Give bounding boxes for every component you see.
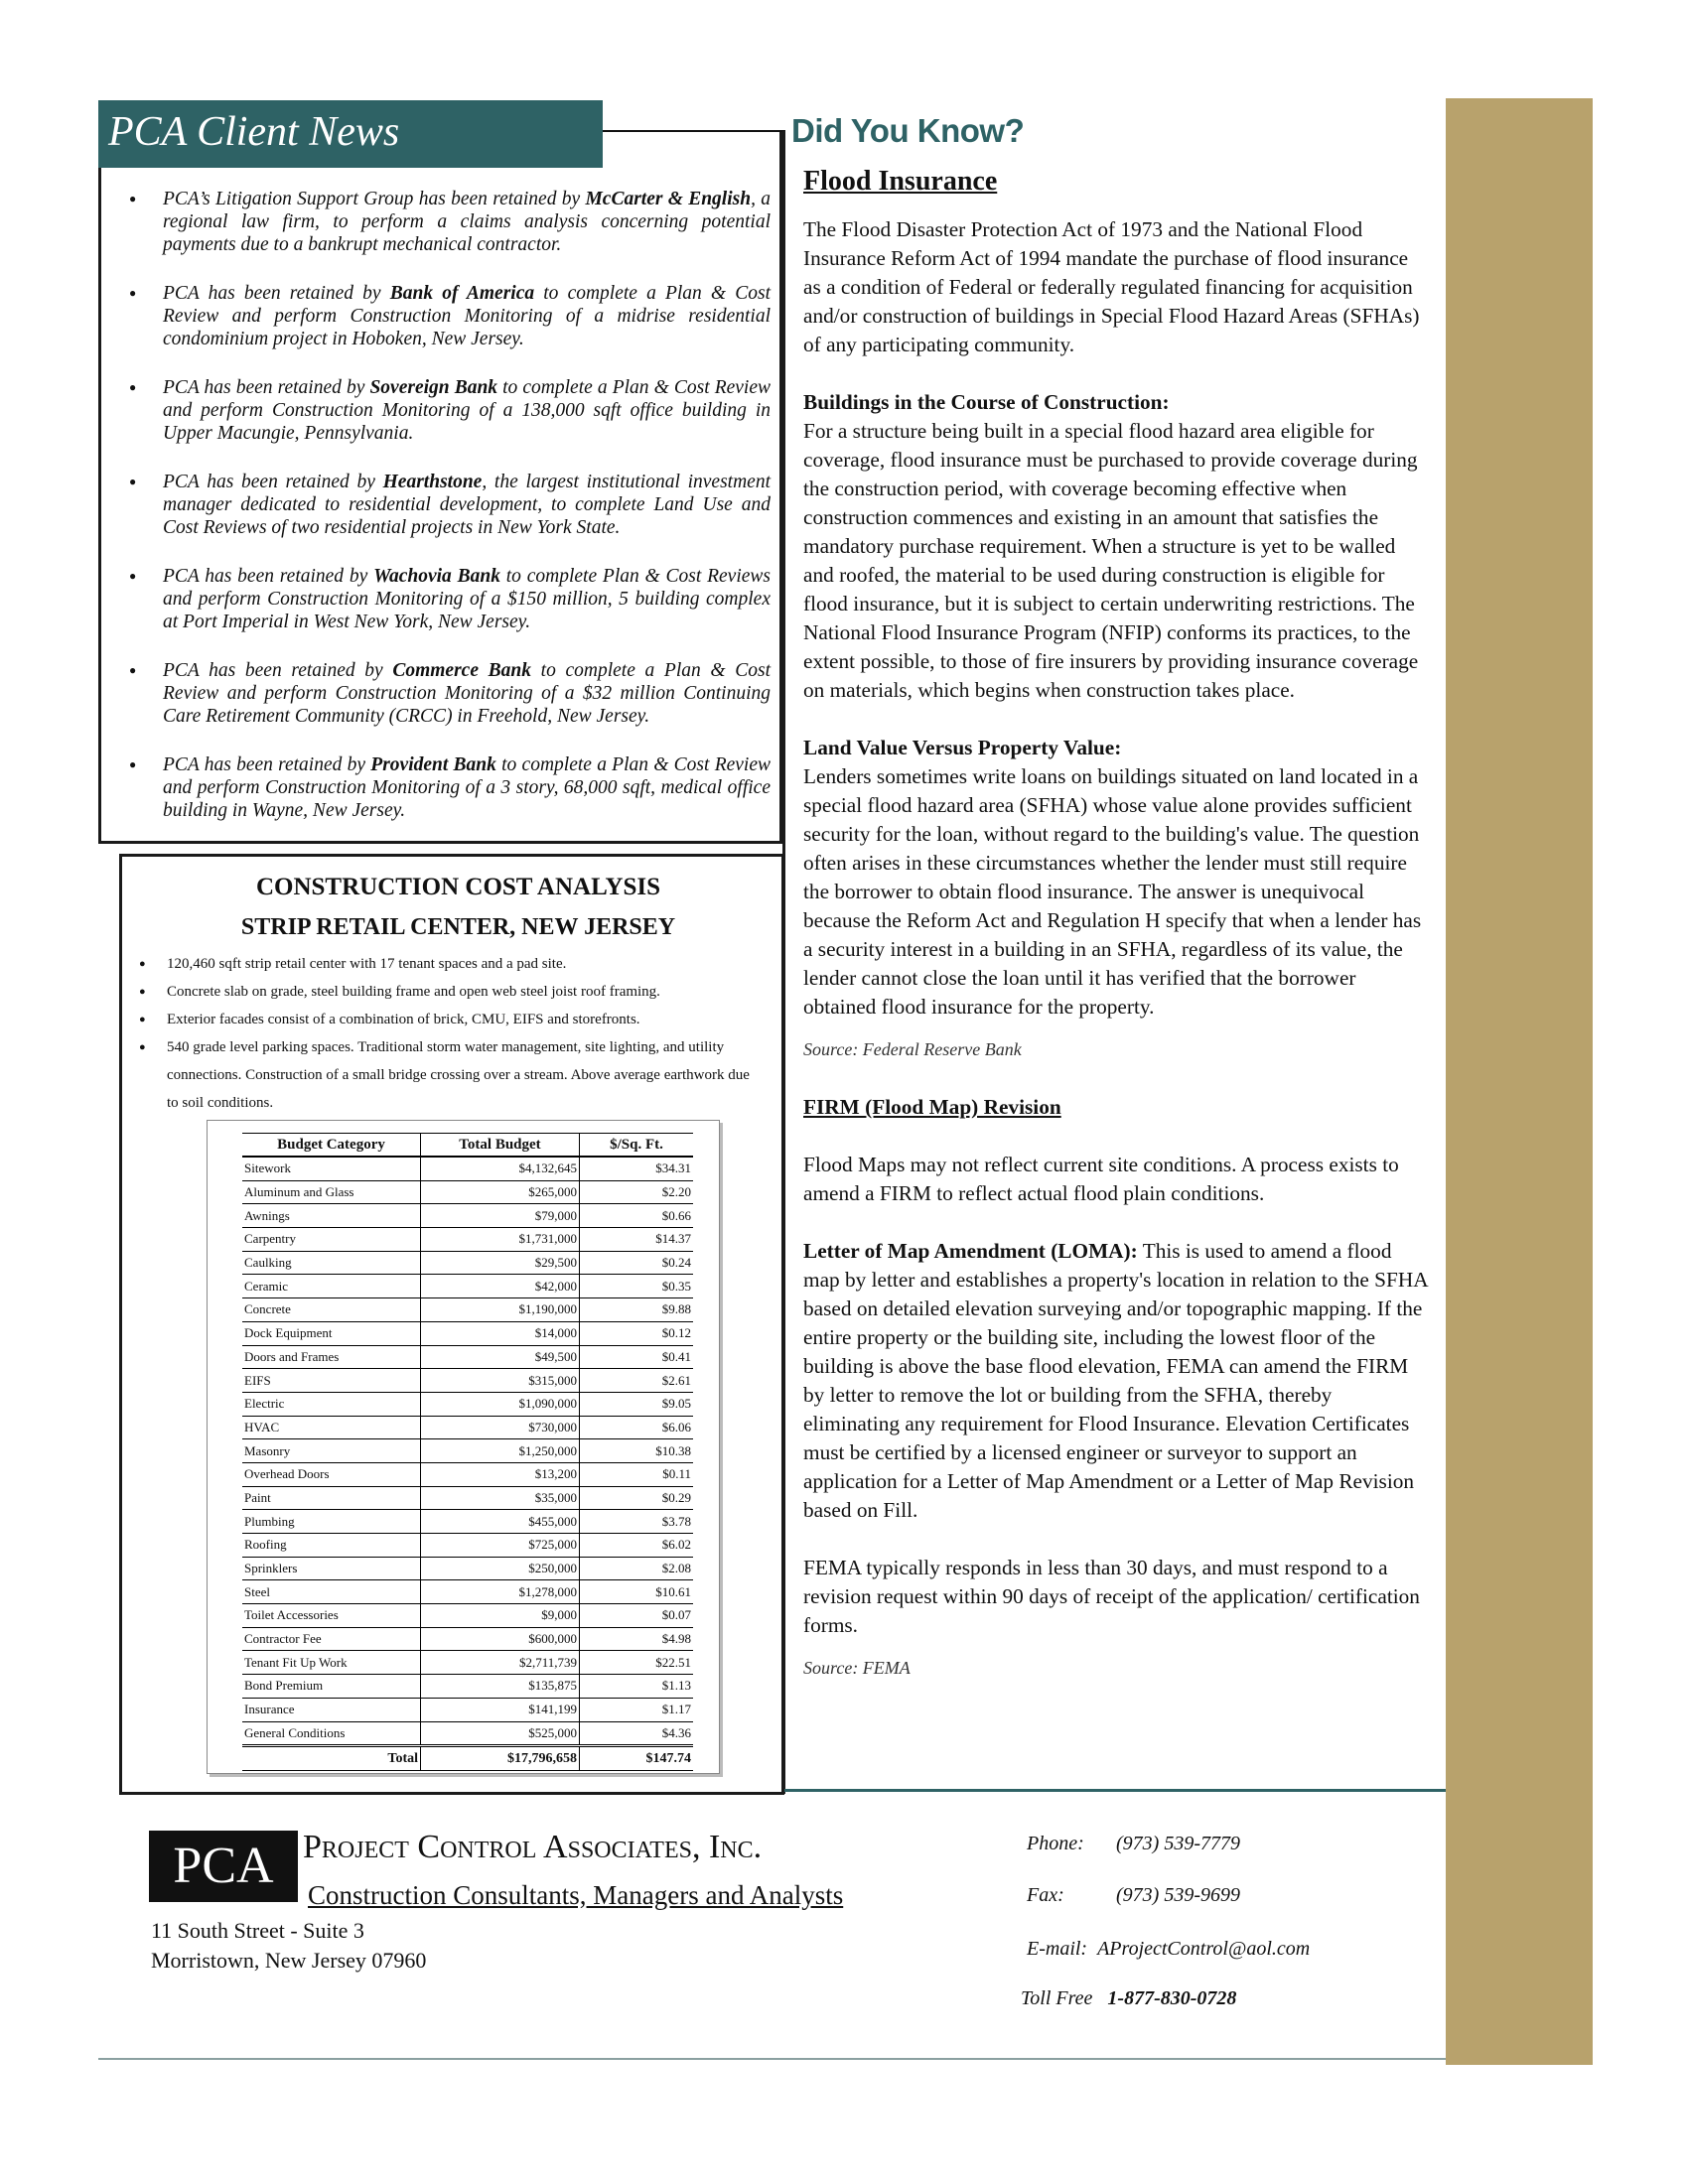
company-name: Project Control Associates, Inc. [303,1829,763,1865]
loma-paragraph [803,1237,1431,1525]
cell-total-budget: $79,000 [421,1204,580,1228]
client-name: Wachovia Bank [373,566,500,587]
article-title: Flood Insurance [803,166,998,197]
client-news-header [98,100,603,168]
firm-revision-heading: FIRM (Flood Map) Revision [803,1095,1061,1119]
budget-table-header [242,1134,693,1158]
table-row [242,1416,693,1439]
cell-category: Electric [242,1392,421,1416]
cell-total-budget: $315,000 [421,1369,580,1393]
phone-label: Phone: [1027,1833,1084,1854]
total-budget: $17,796,658 [421,1746,580,1771]
source-federal-reserve: Source: Federal Reserve Bank [803,1039,1022,1059]
cell-total-budget: $141,199 [421,1698,580,1721]
cell-category: Aluminum and Glass [242,1180,421,1204]
cell-category: Plumbing [242,1510,421,1534]
cell-total-budget: $265,000 [421,1180,580,1204]
bottom-divider [98,2058,1446,2060]
cell-per-sqft: $1.13 [580,1675,694,1699]
phone-value: (973) 539-7779 [1116,1833,1240,1854]
cell-per-sqft: $4.36 [580,1721,694,1746]
cell-per-sqft: $2.20 [580,1180,694,1204]
cell-category: Doors and Frames [242,1345,421,1369]
email-value[interactable]: AProjectControl@aol.com [1097,1938,1311,1960]
cell-per-sqft: $0.11 [580,1462,694,1486]
table-row [242,1462,693,1486]
table-row [242,1557,693,1580]
news-item: ● PCA’s Litigation Support Group has been retained by McCarter & English, a regional law firm, to perform a claims analysis concerning potential payments due to a bankrupt mechanical contractor. [129,188,771,256]
cell-total-budget: $13,200 [421,1462,580,1486]
col-header-category: Budget Category [242,1134,421,1158]
cell-per-sqft: $0.41 [580,1345,694,1369]
table-row [242,1298,693,1322]
fax-label: Fax: [1027,1884,1064,1906]
news-item: ● PCA has been retained by Provident Bank to complete a Plan & Cost Review and perform Construction Monitoring of a 3 story, 68,000 sqft, medical office building in Wayne, New Jersey. [129,753,771,822]
source-fema: Source: FEMA [803,1658,911,1678]
cell-category: Paint [242,1486,421,1510]
column-divider [782,131,785,1794]
cell-per-sqft: $9.88 [580,1298,694,1322]
table-row [242,1251,693,1275]
news-item: ● PCA has been retained by Hearthstone, the largest institutional investment manager dedicated to residential development, to complete Land Use and Cost Reviews of two residential projects in New York State. [129,471,771,539]
cell-category: Steel [242,1580,421,1604]
cell-per-sqft: $6.02 [580,1534,694,1558]
budget-table [242,1133,693,1771]
land-value-paragraph: Lenders sometimes write loans on buildings situated on land located in a special flood hazard area (SFHA) whose value alone provides sufficient security for the loan, without regard to the building's value. The question often arises in these circumstances whether the lender must still require the borrower to obtain flood insurance. The answer is unequivocal because the Reform Act and Regulation H specify that when a lender has a security interest in a building in an SFHA, regardless of its value, the lender cannot close the loan until it has verified that the borrower obtained flood insurance for the property. [803,764,1422,1019]
cell-per-sqft: $9.05 [580,1392,694,1416]
table-row [242,1580,693,1604]
pca-logo: PCA [149,1831,298,1902]
cell-category: Sprinklers [242,1557,421,1580]
loma-text: This is used to amend a flood map by letter and establishes a property's location in relation to the SFHA based on detailed elevation surveying and/or topographic mapping. If the entire property or the building site, including the lowest floor of the building is above the base flood elevation, FEMA can amend the FIRM by letter to remove the lot or building from the SFHA, thereby eliminating any requirement for Flood Insurance. Elevation Certificates must be certified by a licensed engineer or surveyor to support an application for a Letter of Map Amendment or a Letter of Map Revision based on Fill. [803,1239,1428,1522]
cost-bullet: ● Concrete slab on grade, steel building frame and open web steel joist roof framing. [139,978,760,1006]
cost-analysis-bullets [139,950,760,1117]
table-row [242,1392,693,1416]
cell-total-budget: $725,000 [421,1534,580,1558]
table-row [242,1157,693,1180]
client-name: Hearthstone [382,472,483,492]
cell-total-budget: $42,000 [421,1275,580,1298]
cell-per-sqft: $2.61 [580,1369,694,1393]
address-line-1: 11 South Street - Suite 3 [151,1918,364,1943]
cell-category: Contractor Fee [242,1627,421,1651]
cost-analysis-subtitle: STRIP RETAIL CENTER, NEW JERSEY [240,914,676,940]
table-row [242,1604,693,1628]
company-tagline: Construction Consultants, Managers and Analysts [308,1880,844,1910]
cell-per-sqft: $10.38 [580,1439,694,1463]
cell-per-sqft: $0.29 [580,1486,694,1510]
client-name: Provident Bank [370,754,496,775]
col-header-total: Total Budget [421,1134,580,1158]
cell-total-budget: $49,500 [421,1345,580,1369]
table-row [242,1510,693,1534]
cost-bullet: ● Exterior facades consist of a combination of brick, CMU, EIFS and storefronts. [139,1006,760,1033]
cell-per-sqft: $10.61 [580,1580,694,1604]
client-news-title: PCA Client News [108,109,400,155]
cell-category: HVAC [242,1416,421,1439]
client-name: Commerce Bank [392,660,531,681]
cell-category: Roofing [242,1534,421,1558]
cell-total-budget: $1,731,000 [421,1228,580,1252]
client-name: McCarter & English [585,189,752,209]
table-row [242,1204,693,1228]
cell-total-budget: $35,000 [421,1486,580,1510]
gold-side-bar [1446,98,1593,2065]
cell-category: General Conditions [242,1721,421,1746]
client-news-list [129,188,771,848]
cell-per-sqft: $0.12 [580,1321,694,1345]
cell-total-budget: $1,190,000 [421,1298,580,1322]
table-total-row [242,1746,693,1771]
fema-paragraph: FEMA typically responds in less than 30 days, and must respond to a revision request within 90 days of receipt of the application/ certification forms. [803,1556,1420,1637]
news-item: ● PCA has been retained by Commerce Bank to complete a Plan & Cost Review and perform Construction Monitoring of a $32 million Continuing Care Retirement Community (CRCC) in Freehold, New Jersey. [129,659,771,728]
news-item: ● PCA has been retained by Wachovia Bank to complete Plan & Cost Reviews and perform Construction Monitoring of a $150 million, 5 building complex at Port Imperial in West New York, New Jersey. [129,565,771,633]
flood-insurance-article [803,167,1431,1683]
cell-per-sqft: $14.37 [580,1228,694,1252]
total-per-sqft: $147.74 [580,1746,694,1771]
cell-category: Masonry [242,1439,421,1463]
cell-per-sqft: $1.17 [580,1698,694,1721]
table-row [242,1439,693,1463]
land-value-heading: Land Value Versus Property Value: [803,736,1122,759]
cell-per-sqft: $0.07 [580,1604,694,1628]
client-news-frame-top [603,130,785,132]
cell-total-budget: $4,132,645 [421,1157,580,1180]
cell-total-budget: $250,000 [421,1557,580,1580]
phone-line [1027,1833,1240,1855]
cell-category: Tenant Fit Up Work [242,1651,421,1675]
table-row [242,1675,693,1699]
cell-total-budget: $29,500 [421,1251,580,1275]
table-row [242,1486,693,1510]
did-you-know-heading: Did You Know? [791,112,1025,149]
tollfree-line [1021,1987,1236,2010]
table-row [242,1345,693,1369]
cell-per-sqft: $6.06 [580,1416,694,1439]
cell-category: Carpentry [242,1228,421,1252]
cell-total-budget: $730,000 [421,1416,580,1439]
cell-total-budget: $1,250,000 [421,1439,580,1463]
table-row [242,1180,693,1204]
cell-total-budget: $1,090,000 [421,1392,580,1416]
tollfree-value: 1-877-830-0728 [1107,1987,1237,2009]
cell-category: Toilet Accessories [242,1604,421,1628]
cell-total-budget: $600,000 [421,1627,580,1651]
cell-category: Bond Premium [242,1675,421,1699]
total-label: Total [242,1746,421,1771]
teal-divider [784,1789,1446,1792]
table-row [242,1651,693,1675]
cell-per-sqft: $0.35 [580,1275,694,1298]
intro-paragraph: The Flood Disaster Protection Act of 1973 and the National Flood Insurance Reform Act of 1994 mandate the purchase of flood insurance as a condition of Federal or federally regulated financing for acquisition and/or construction of buildings in Special Flood Hazard Areas (SFHAs) of any participating community. [803,217,1420,356]
col-header-per-sqft: $/Sq. Ft. [580,1134,694,1158]
cost-analysis-title: CONSTRUCTION COST ANALYSIS [255,874,661,900]
fax-value: (973) 539-9699 [1116,1884,1240,1906]
news-item: ● PCA has been retained by Bank of America to complete a Plan & Cost Review and perform Construction Monitoring of a midrise residential condominium project in Hoboken, New Jersey. [129,282,771,350]
firm-revision-paragraph: Flood Maps may not reflect current site conditions. A process exists to amend a FIRM to reflect actual flood plain conditions. [803,1153,1399,1205]
cell-per-sqft: $22.51 [580,1651,694,1675]
buildings-heading: Buildings in the Course of Construction: [803,390,1170,414]
cell-total-budget: $1,278,000 [421,1580,580,1604]
cell-total-budget: $455,000 [421,1510,580,1534]
news-item: ● PCA has been retained by Sovereign Bank to complete a Plan & Cost Review and perform Construction Monitoring of a 138,000 sqft office building in Upper Macungie, Pennsylvania. [129,376,771,445]
email-line [1027,1938,1310,1961]
cell-category: Sitework [242,1157,421,1180]
cell-category: Insurance [242,1698,421,1721]
table-row [242,1228,693,1252]
table-row [242,1534,693,1558]
cell-category: Overhead Doors [242,1462,421,1486]
client-name: Sovereign Bank [369,377,498,398]
client-name: Bank of America [389,283,535,304]
loma-heading: Letter of Map Amendment (LOMA): [803,1239,1138,1263]
table-row [242,1698,693,1721]
cell-per-sqft: $0.66 [580,1204,694,1228]
table-row [242,1721,693,1746]
cell-per-sqft: $3.78 [580,1510,694,1534]
fax-line [1027,1884,1240,1907]
cell-total-budget: $135,875 [421,1675,580,1699]
cell-total-budget: $9,000 [421,1604,580,1628]
cell-category: Dock Equipment [242,1321,421,1345]
cell-per-sqft: $0.24 [580,1251,694,1275]
tollfree-label: Toll Free [1021,1987,1093,2009]
cell-per-sqft: $2.08 [580,1557,694,1580]
buildings-paragraph: For a structure being built in a special flood hazard area eligible for coverage, flood insurance must be purchased to provide coverage during the construction period, with coverage becoming effective when construction commences and existing in an amount that satisfies the mandatory purchase requirement. When a structure is yet to be walled and roofed, the material to be used during construction is eligible for flood insurance, but it is subject to certain underwriting restrictions. The National Flood Insurance Program (NFIP) conforms its practices, to the extent possible, to those of fire insurers by providing insurance coverage on materials, which begins when construction takes place. [803,419,1419,702]
cell-total-budget: $525,000 [421,1721,580,1746]
cost-bullet: ● 540 grade level parking spaces. Traditional storm water management, site lighting, and utility connections. Construction of a small bridge crossing over a stream. Above average earthwork due to soil conditions. [139,1033,760,1117]
table-row [242,1627,693,1651]
table-row [242,1369,693,1393]
email-label: E-mail: [1027,1938,1088,1960]
cell-per-sqft: $34.31 [580,1157,694,1180]
address-line-2: Morristown, New Jersey 07960 [151,1948,427,1973]
cell-category: Ceramic [242,1275,421,1298]
cell-category: Awnings [242,1204,421,1228]
cell-category: Caulking [242,1251,421,1275]
cell-per-sqft: $4.98 [580,1627,694,1651]
table-row [242,1321,693,1345]
cell-category: Concrete [242,1298,421,1322]
cost-bullet: ● 120,460 sqft strip retail center with 17 tenant spaces and a pad site. [139,950,760,978]
cell-total-budget: $14,000 [421,1321,580,1345]
cell-category: EIFS [242,1369,421,1393]
table-row [242,1275,693,1298]
cell-total-budget: $2,711,739 [421,1651,580,1675]
